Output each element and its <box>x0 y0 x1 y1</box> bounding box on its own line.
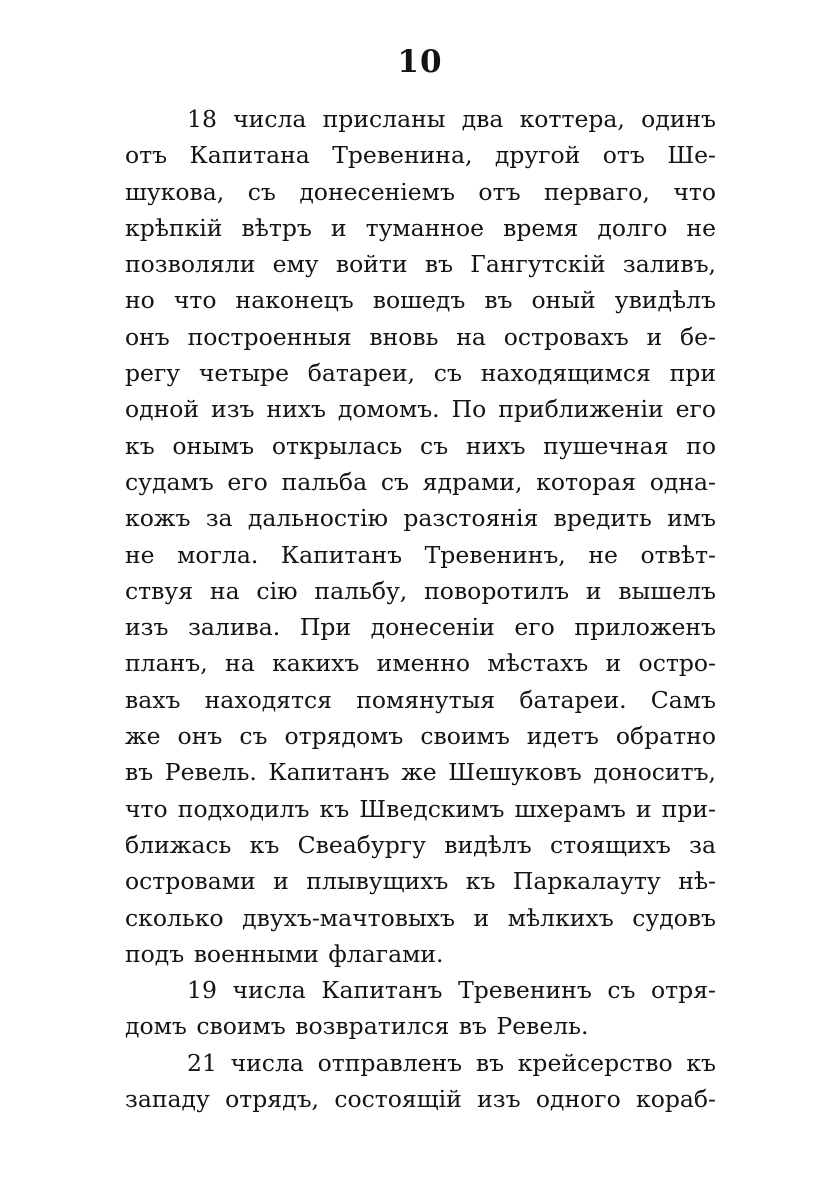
text-line: ствуя на сію пальбу, поворотилъ и вышелъ <box>125 576 716 605</box>
text-line: одной изъ нихъ домомъ. По приближеніи его <box>125 395 716 424</box>
text-line: островами и плывущихъ къ Паркалауту нѣ- <box>125 867 716 896</box>
text-line: домъ своимъ возвратился въ Ревель. <box>125 1012 589 1041</box>
text-line: 19 числа Капитанъ Тревенинъ съ отря- <box>187 976 716 1005</box>
text-line: западу отрядъ, состоящій изъ одного кораб- <box>125 1085 716 1114</box>
text-line: ближась къ Свеабургу видѣлъ стоящихъ за <box>125 830 716 859</box>
text-line: къ онымъ открылась съ нихъ пушечная по <box>125 431 716 460</box>
text-line: сколько двухъ-мачтовыхъ и мѣлкихъ судовъ <box>125 903 716 932</box>
text-line: въ Ревель. Капитанъ же Шешуковъ доноситъ, <box>125 758 716 787</box>
text-line: регу четыре батареи, съ находящимся при <box>125 359 716 388</box>
text-line: изъ залива. При донесеніи его приложенъ <box>125 613 716 642</box>
text-line: кожъ за дальностію разстоянія вредить имъ <box>125 504 716 533</box>
text-line: 18 числа присланы два коттера, одинъ <box>187 105 716 133</box>
text-line: но что наконецъ вошедъ въ оный увидѣлъ <box>125 286 716 315</box>
page-number: 10 <box>397 44 443 80</box>
text-line: вахъ находятся помянутыя батареи. Самъ <box>125 685 716 714</box>
text-line: что подходилъ къ Шведскимъ шхерамъ и при- <box>125 794 716 823</box>
text-line: не могла. Капитанъ Тревенинъ, не отвѣт- <box>125 540 716 569</box>
text-line: подъ военными флагами. <box>125 939 444 968</box>
text-line: крѣпкій вѣтръ и туманное время долго не <box>125 213 716 242</box>
text-line: же онъ съ отрядомъ своимъ идетъ обратно <box>125 722 716 751</box>
text-line: онъ построенныя вновь на островахъ и бе- <box>125 322 716 351</box>
page-text <box>125 101 716 1117</box>
text-line: судамъ его пальба съ ядрами, которая одна- <box>125 467 716 496</box>
text-line: планъ, на какихъ именно мѣстахъ и остро- <box>125 649 716 678</box>
text-line: отъ Капитана Тревенина, другой отъ Ше- <box>125 141 716 170</box>
text-line: позволяли ему войти въ Гангутскій заливъ, <box>125 250 716 279</box>
text-line: 21 числа отправленъ въ крейсерство къ <box>187 1048 716 1077</box>
text-line: шукова, съ донесеніемъ отъ перваго, что <box>125 177 716 206</box>
